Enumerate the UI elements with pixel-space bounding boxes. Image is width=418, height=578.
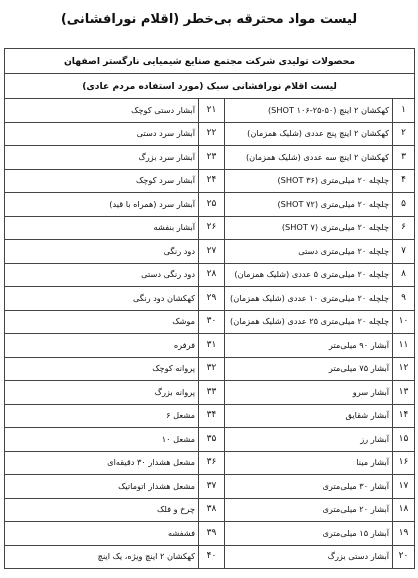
item-name: موشک <box>5 310 199 334</box>
item-name: چلچله ۲۰ میلی‌متری ۱۰ عددی (شلیک همزمان) <box>225 287 393 311</box>
item-name: فشفشه <box>5 522 199 546</box>
table-row <box>5 310 415 334</box>
item-number: ۲۲ <box>199 122 225 146</box>
fireworks-table <box>4 48 415 569</box>
item-number: ۹ <box>393 287 415 311</box>
item-number: ۱۳ <box>393 381 415 405</box>
item-number: ۲۰ <box>393 545 415 569</box>
item-name: چلچله ۲۰ میلی‌متری ۵ عددی (شلیک همزمان) <box>225 263 393 287</box>
table-row <box>5 287 415 311</box>
item-name: چلچله ۲۰ میلی‌متری (۳۶ SHOT) <box>225 169 393 193</box>
table-row <box>5 240 415 264</box>
item-number: ۴۰ <box>199 545 225 569</box>
item-name: آبشار سرد بزرگ <box>5 146 199 170</box>
item-name: آبشار ۷۵ میلی‌متر <box>225 357 393 381</box>
table-row <box>5 404 415 428</box>
item-number: ۲۴ <box>199 169 225 193</box>
item-name: پروانه بزرگ <box>5 381 199 405</box>
item-name: دود رنگی <box>5 240 199 264</box>
item-name: فرفره <box>5 334 199 358</box>
item-number: ۱۸ <box>393 498 415 522</box>
item-name: چرخ و فلک <box>5 498 199 522</box>
item-number: ۵ <box>393 193 415 217</box>
item-name: چلچله ۲۰ میلی‌متری دستی <box>225 240 393 264</box>
item-number: ۲۶ <box>199 216 225 240</box>
item-number: ۳۴ <box>199 404 225 428</box>
item-name: کهکشان ۲ اینچ ویژه، یک اینچ <box>5 545 199 569</box>
item-name: آبشار دستی بزرگ <box>225 545 393 569</box>
item-number: ۳۹ <box>199 522 225 546</box>
item-number: ۲۳ <box>199 146 225 170</box>
item-number: ۳۰ <box>199 310 225 334</box>
item-number: ۱۵ <box>393 428 415 452</box>
item-number: ۱۰ <box>393 310 415 334</box>
item-name: آبشار ۲۰ میلی‌متری <box>225 498 393 522</box>
item-number: ۱۹ <box>393 522 415 546</box>
item-number: ۱ <box>393 99 415 123</box>
item-name: آبشار رز <box>225 428 393 452</box>
item-number: ۴ <box>393 169 415 193</box>
item-name: آبشار ۱۵ میلی‌متری <box>225 522 393 546</box>
item-name: آبشار سرو <box>225 381 393 405</box>
item-name: آبشار مینا <box>225 451 393 475</box>
item-number: ۳۳ <box>199 381 225 405</box>
table-row <box>5 381 415 405</box>
item-name: چلچله ۲۰ میلی‌متری (۷ SHOT) <box>225 216 393 240</box>
item-number: ۶ <box>393 216 415 240</box>
item-name: آبشار ۹۰ میلی‌متر <box>225 334 393 358</box>
item-number: ۲۵ <box>199 193 225 217</box>
table-row <box>5 169 415 193</box>
item-number: ۳۷ <box>199 475 225 499</box>
item-number: ۳۵ <box>199 428 225 452</box>
table-row <box>5 357 415 381</box>
table-row <box>5 146 415 170</box>
item-number: ۷ <box>393 240 415 264</box>
item-number: ۱۲ <box>393 357 415 381</box>
table-row <box>5 334 415 358</box>
item-name: آبشار سرد کوچک <box>5 169 199 193</box>
item-name: دود رنگی دستی <box>5 263 199 287</box>
table-row <box>5 193 415 217</box>
item-name: آبشار سرد (همراه با قید) <box>5 193 199 217</box>
item-number: ۱۶ <box>393 451 415 475</box>
item-number: ۲۸ <box>199 263 225 287</box>
item-name: کهکشان دود رنگی <box>5 287 199 311</box>
item-number: ۳۲ <box>199 357 225 381</box>
table-row <box>5 498 415 522</box>
table-row <box>5 475 415 499</box>
item-number: ۳ <box>393 146 415 170</box>
item-number: ۲۱ <box>199 99 225 123</box>
item-name: مشعل هشدار اتوماتیک <box>5 475 199 499</box>
item-name: آبشار بنفشه <box>5 216 199 240</box>
table-row <box>5 122 415 146</box>
table-row <box>5 522 415 546</box>
item-number: ۲۷ <box>199 240 225 264</box>
item-name: آبشار سرد دستی <box>5 122 199 146</box>
item-number: ۱۷ <box>393 475 415 499</box>
item-number: ۲۹ <box>199 287 225 311</box>
item-name: کهکشان ۲ اینچ پنج عددی (شلیک همزمان) <box>225 122 393 146</box>
item-name: آبشار شقایق <box>225 404 393 428</box>
item-name: آبشار ۳۰ میلی‌متری <box>225 475 393 499</box>
item-number: ۱۱ <box>393 334 415 358</box>
table-row <box>5 263 415 287</box>
company-header: محصولات تولیدی شرکت مجتمع صنایع شیمیایی نارگستر اصفهان <box>5 49 415 74</box>
table-row <box>5 451 415 475</box>
table-header-company-row <box>5 49 415 74</box>
table-row <box>5 545 415 569</box>
item-name: مشعل ۶ <box>5 404 199 428</box>
item-name: پروانه کوچک <box>5 357 199 381</box>
item-name: مشعل هشدار ۳۰ دقیقه‌ای <box>5 451 199 475</box>
item-name: کهکشان ۲ اینچ سه عددی (شلیک همزمان) <box>225 146 393 170</box>
item-name: چلچله ۲۰ میلی‌متری (۷۲ SHOT) <box>225 193 393 217</box>
table-row <box>5 99 415 123</box>
item-number: ۳۱ <box>199 334 225 358</box>
item-number: ۲ <box>393 122 415 146</box>
item-name: مشعل ۱۰ <box>5 428 199 452</box>
item-number: ۱۴ <box>393 404 415 428</box>
item-number: ۳۶ <box>199 451 225 475</box>
item-number: ۳۸ <box>199 498 225 522</box>
item-name: چلچله ۲۰ میلی‌متری ۲۵ عددی (شلیک همزمان) <box>225 310 393 334</box>
item-number: ۸ <box>393 263 415 287</box>
table-row <box>5 428 415 452</box>
table-row <box>5 216 415 240</box>
list-header: لیست اقلام نورافشانی سبک (مورد استفاده مردم عادی) <box>5 74 415 99</box>
item-name: کهکشان ۲ اینچ (SHOT ۱۰۶-۲۵-۵۰) <box>225 99 393 123</box>
item-name: آبشار دستی کوچک <box>5 99 199 123</box>
table-header-list-row <box>5 74 415 99</box>
page-title: لیست مواد محترقه بی‌خطر (اقلام نورافشانی) <box>60 12 358 27</box>
